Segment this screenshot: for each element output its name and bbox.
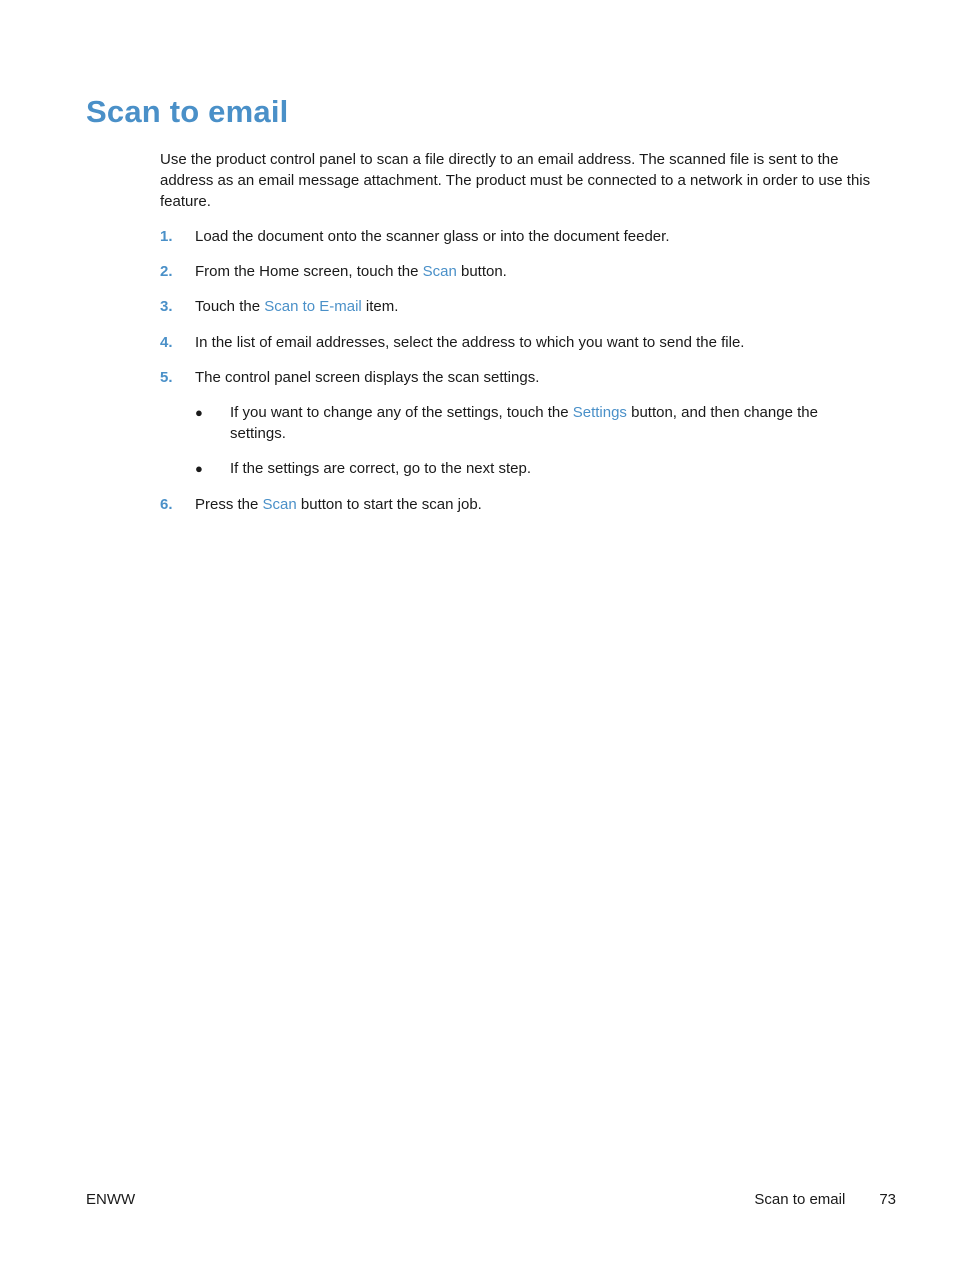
- step-text: In the list of email addresses, select the address to which you want to send the file.: [195, 334, 745, 351]
- step-text-after: button.: [456, 263, 507, 280]
- bullet-text-before: If you want to change any of the settings, touch the: [230, 404, 573, 421]
- bullet-item-1: [195, 402, 875, 444]
- intro-paragraph: Use the product control panel to scan a file directly to an email address. The scanned file is sent to the address as an email message attachment. The product must be connected to a network in order to use this feature.: [160, 151, 871, 210]
- step-number: 3.: [160, 298, 173, 315]
- step-text: The control panel screen displays the scan settings.: [195, 369, 540, 386]
- bullet-text: If the settings are correct, go to the next step.: [230, 460, 531, 477]
- step-text: [195, 296, 876, 317]
- ui-term-scan: Scan: [262, 496, 297, 513]
- step-text-before: Press the: [195, 496, 263, 513]
- step-text: Load the document onto the scanner glass or into the document feeder.: [195, 228, 670, 245]
- step-3: [160, 296, 876, 317]
- step-number: 2.: [160, 263, 173, 280]
- page-title: Scan to email: [86, 94, 289, 129]
- ui-term-scan-to-email: Scan to E-mail: [264, 298, 362, 315]
- bullet-text-after: button, and then change the settings.: [230, 404, 818, 442]
- step-5: [160, 367, 876, 388]
- step-6: [160, 494, 876, 515]
- step-1: [160, 226, 876, 247]
- step-text: [195, 494, 876, 515]
- step-number: 1.: [160, 228, 173, 245]
- step-number: 6.: [160, 496, 173, 513]
- step-2: [160, 261, 876, 282]
- footer-page-number: 73: [879, 1191, 896, 1208]
- step-4: [160, 332, 876, 353]
- ui-term-settings: Settings: [572, 404, 627, 421]
- footer-section-title: Scan to email: [754, 1191, 846, 1208]
- step-text-before: Touch the: [195, 298, 265, 315]
- footer-doc-code: ENWW: [86, 1191, 136, 1208]
- bullet-text: [230, 402, 875, 444]
- step-text: [195, 261, 876, 282]
- ui-term-scan: Scan: [422, 263, 457, 280]
- bullet-item-2: [195, 458, 875, 479]
- bullet-icon: ●: [195, 461, 203, 476]
- step-number: 4.: [160, 334, 173, 351]
- step-text-after: item.: [361, 298, 399, 315]
- step-number: 5.: [160, 369, 173, 386]
- footer-right: [754, 1189, 896, 1210]
- step-text-after: button to start the scan job.: [296, 496, 482, 513]
- step-text-before: From the Home screen, touch the: [195, 263, 423, 280]
- bullet-icon: ●: [195, 405, 203, 420]
